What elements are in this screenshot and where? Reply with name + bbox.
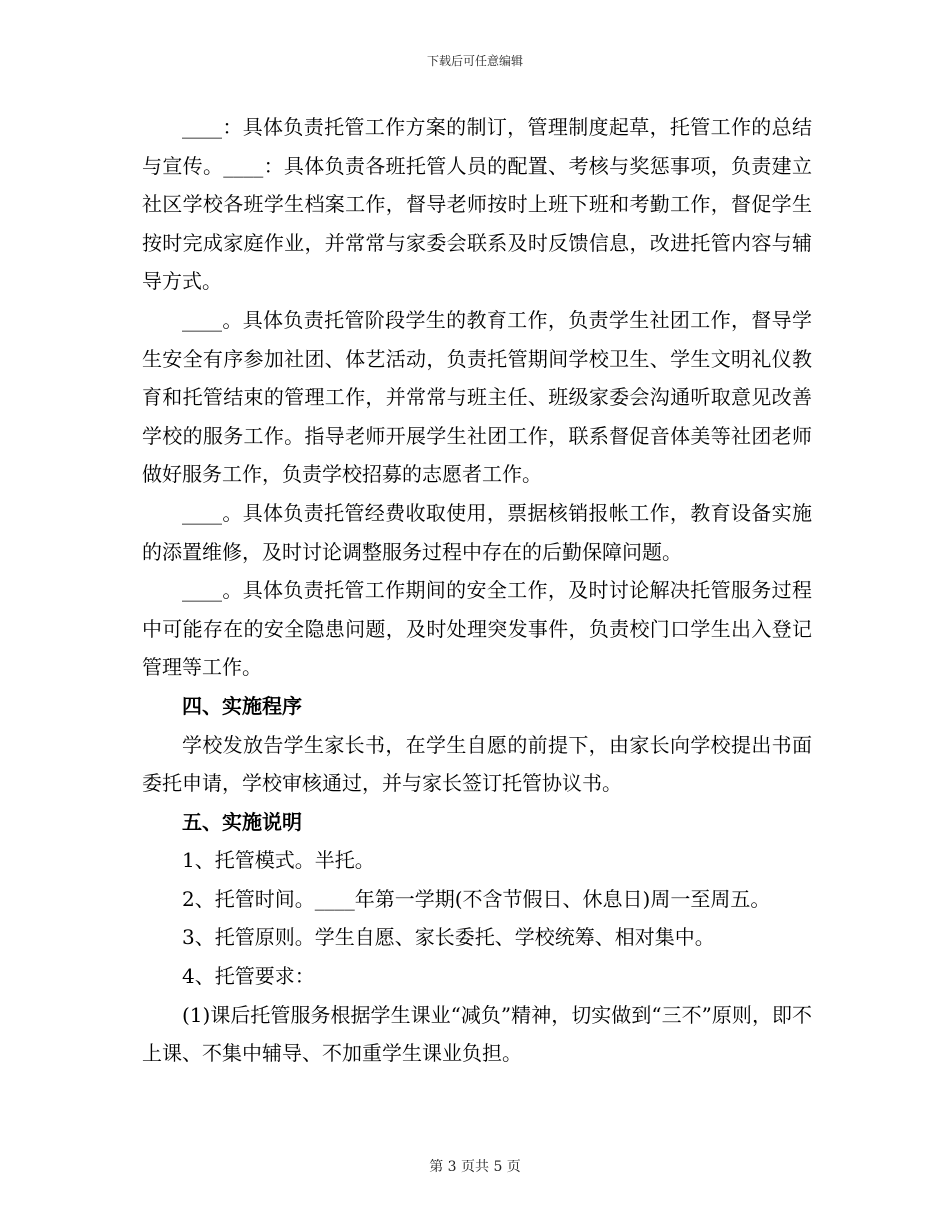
paragraph-staff-duties-4: ____。具体负责托管工作期间的安全工作，及时讨论解决托管服务过程中可能存在的安全隐患问题，及时处理突发事件，负责校门口学生出入登记管理等工作。 [142, 578, 812, 680]
list-item-time: 2、托管时间。____年第一学期(不含节假日、休息日)周一至周五。 [182, 886, 771, 911]
list-item-mode: 1、托管模式。半托。 [182, 848, 375, 873]
page-header: 下载后可任意编辑 [426, 54, 523, 68]
document-body [142, 108, 812, 1073]
paragraph-staff-duties-2: ____。具体负责托管阶段学生的教育工作，负责学生社团工作，督导学生安全有序参加社团、体艺活动，负责托管期间学校卫生、学生文明礼仪教育和托管结束的管理工作，并常常与班主任、班级家委会沟通听取意见改善学校的服务工作。指导老师开展学生社团工作，联系督促音体美等社团老师做好服务工作，负责学校招募的志愿者工作。 [142, 307, 812, 487]
section-heading-explanation: 五、实施说明 [182, 809, 302, 834]
list-item-requirements: 4、托管要求： [182, 964, 315, 989]
paragraph-staff-duties-3: ____。具体负责托管经费收取使用，票据核销报帐工作，教育设备实施的添置维修，及时讨论调整服务过程中存在的后勤保障问题。 [142, 500, 812, 564]
paragraph-procedure: 学校发放告学生家长书，在学生自愿的前提下，由家长向学校提出书面委托申请，学校审核通过，并与家长签订托管协议书。 [142, 732, 812, 796]
list-subitem-1: (1)课后托管服务根据学生课业“减负”精神，切实做到“三不”原则，即不上课、不集中辅导、不加重学生课业负担。 [142, 1002, 812, 1066]
list-item-principle: 3、托管原则。学生自愿、家长委托、学校统筹、相对集中。 [182, 925, 715, 950]
section-heading-procedure: 四、实施程序 [182, 693, 302, 718]
page-footer: 第 3 页共 5 页 [429, 1159, 521, 1175]
paragraph-staff-duties-1: ____：具体负责托管工作方案的制订，管理制度起草，托管工作的总结与宣传。____：具体负责各班托管人员的配置、考核与奖惩事项，负责建立社区学校各班学生档案工作，督导老师按时上班下班和考勤工作，督促学生按时完成家庭作业，并常常与家委会联系及时反馈信息，改进托管内容与辅导方式。 [142, 115, 812, 294]
